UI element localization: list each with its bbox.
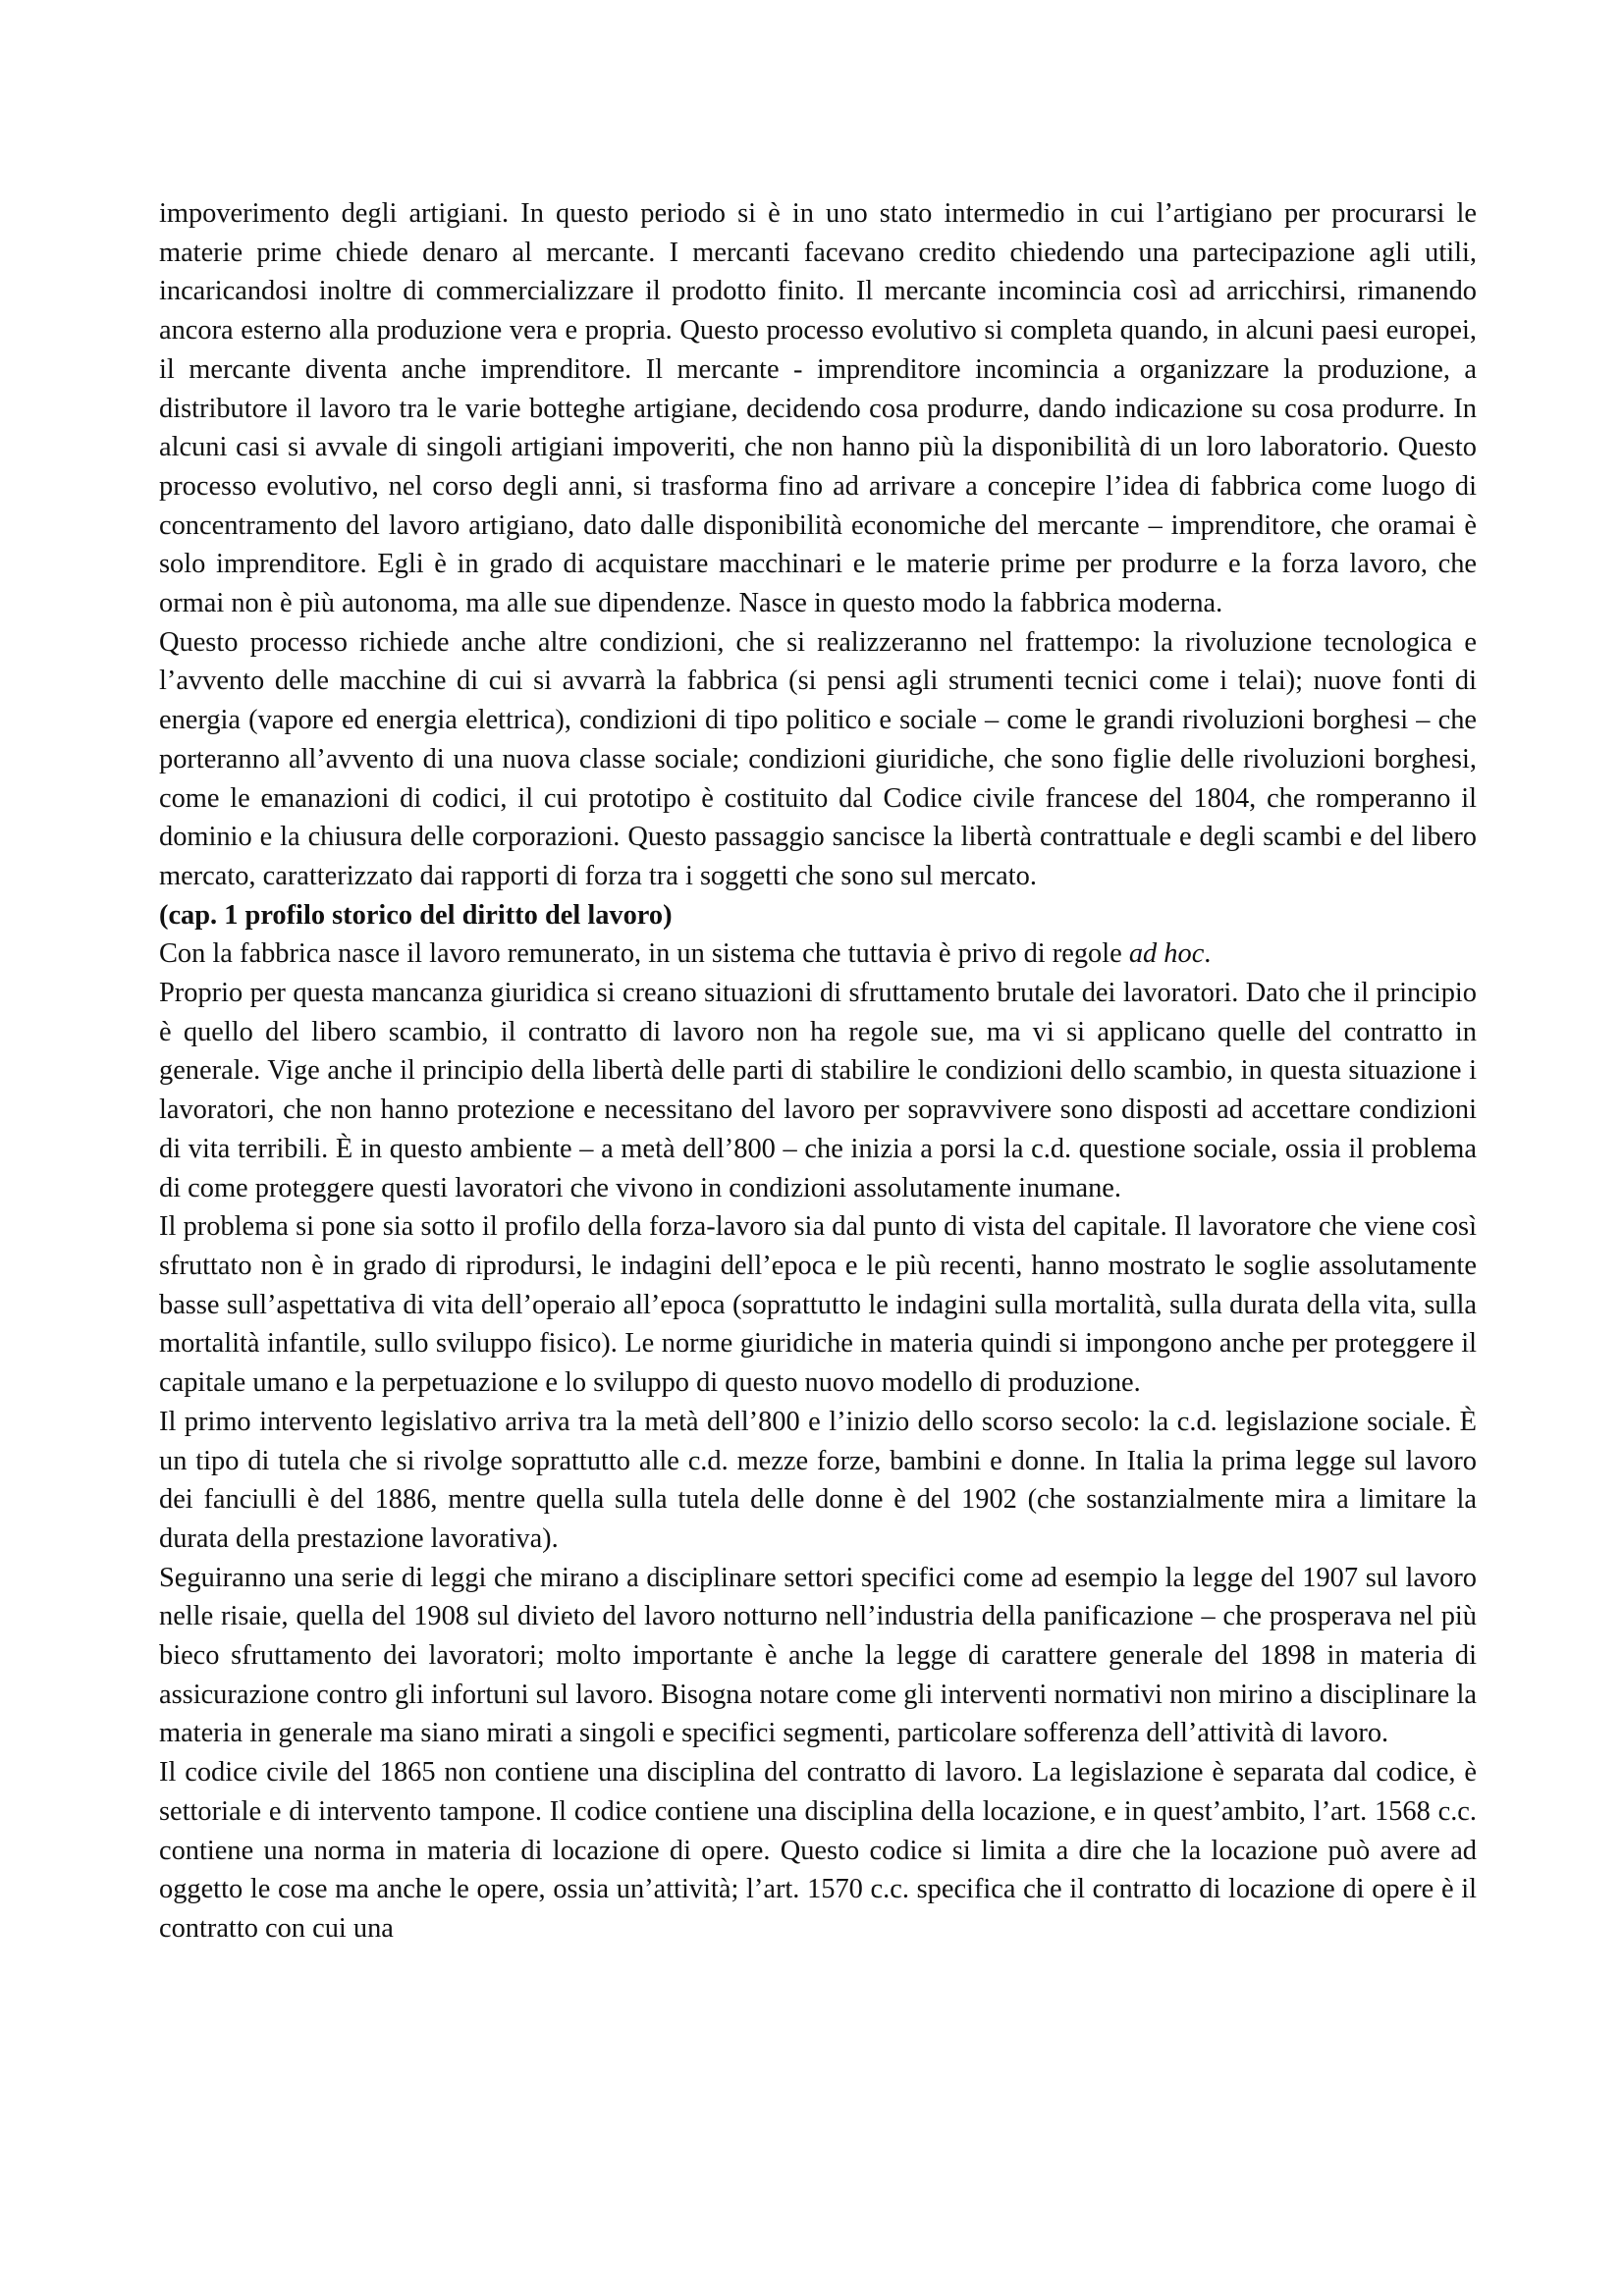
paragraph: Il problema si pone sia sotto il profilo della forza-lavoro sia dal punto di vista del capitale. Il lavoratore che viene così sfruttato non è in grado di riprodursi, le indagini dell’epoca e le più recenti, hanno mostrato le soglie assolutamente basse sull’aspettativa di vita dell’operaio all’epoca (soprattutto le indagini sulla mortalità, sulla durata della vita, sulla mortalità infantile, sullo sviluppo fisico). Le norme giuridiche in materia quindi si impongono anche per proteggere il capitale umano e la perpetuazione e lo sviluppo di questo nuovo modello di produzione. xyxy=(159,1211,1477,1399)
paragraph: Seguiranno una serie di leggi che mirano a disciplinare settori specifici come ad esempio la legge del 1907 sul lavoro nelle risaie, quella del 1908 sul divieto del lavoro notturno nell’industria della panificazione – che prosperava nel più bieco sfruttamento dei lavoratori; molto importante è anche la legge di carattere generale del 1898 in materia di assicurazione contro gli infortuni sul lavoro. Bisogna notare come gli interventi normativi non mirino a disciplinare la materia in generale ma siano mirati a singoli e specifici segmenti, particolare sofferenza dell’attività di lavoro. xyxy=(159,1562,1477,1749)
document-page xyxy=(159,194,1477,1949)
paragraph: Questo processo richiede anche altre condizioni, che si realizzeranno nel frattempo: la rivoluzione tecnologica e l’avvento delle macchine di cui si avvarrà la fabbrica (si pensi agli strumenti tecnici come i telai); nuove fonti di energia (vapore ed energia elettrica), condizioni di tipo politico e sociale – come le grandi rivoluzioni borghesi – che porteranno all’avvento di una nuova classe sociale; condizioni giuridiche, che sono figlie delle rivoluzioni borghesi, come le emanazioni di codici, il cui prototipo è costituito dal Codice civile francese del 1804, che romperanno il dominio e la chiusura delle corporazioni. Questo passaggio sancisce la libertà contrattuale e degli scambi e del libero mercato, caratterizzato dai rapporti di forza tra i soggetti che sono sul mercato. xyxy=(159,626,1477,891)
paragraph: impoverimento degli artigiani. In questo periodo si è in uno stato intermedio in cui l’artigiano per procurarsi le materie prime chiede denaro al mercante. I mercanti facevano credito chiedendo una partecipazione agli utili, incaricandosi inoltre di commercializzare il prodotto finito. Il mercante incomincia così ad arricchirsi, rimanendo ancora esterno alla produzione vera e propria. Questo processo evolutivo si completa quando, in alcuni paesi europei, il mercante diventa anche imprenditore. Il mercante - imprenditore incomincia a organizzare la produzione, a distributore il lavoro tra le varie botteghe artigiane, decidendo cosa produrre, dando indicazione su cosa produrre. In alcuni casi si avvale di singoli artigiani impoveriti, che non hanno più la disponibilità di un loro laboratorio. Questo processo evolutivo, nel corso degli anni, si trasforma fino ad arrivare a concepire l’idea di fabbrica come luogo di concentramento del lavoro artigiano, dato dalle disponibilità economiche del mercante – imprenditore, che oramai è solo imprenditore. Egli è in grado di acquistare macchinari e le materie prime per produrre e la forza lavoro, che ormai non è più autonoma, ma alle sue dipendenze. Nasce in questo modo la fabbrica moderna. xyxy=(159,198,1477,619)
paragraph: Proprio per questa mancanza giuridica si creano situazioni di sfruttamento brutale dei lavoratori. Dato che il principio è quello del libero scambio, il contratto di lavoro non ha regole sue, ma vi si applicano quelle del contratto in generale. Vige anche il principio della libertà delle parti di stabilire le condizioni dello scambio, in questa situazione i lavoratori, che non hanno protezione e necessitano del lavoro per sopravvivere sono disposti ad accettare condizioni di vita terribili. È in questo ambiente – a metà dell’800 – che inizia a porsi la c.d. questione sociale, ossia il problema di come proteggere questi lavoratori che vivono in condizioni assolutamente inumane. xyxy=(159,978,1477,1203)
paragraph: Il codice civile del 1865 non contiene una disciplina del contratto di lavoro. La legislazione è separata dal codice, è settoriale e di intervento tampone. Il codice contiene una disciplina della locazione, e in quest’ambito, l’art. 1568 c.c. contiene una norma in materia di locazione di opere. Questo codice si limita a dire che la locazione può avere ad oggetto le cose ma anche le opere, ossia un’attività; l’art. 1570 c.c. specifica che il contratto di locazione di opere è il contratto con cui una xyxy=(159,1757,1477,1944)
section-heading: (cap. 1 profilo storico del diritto del lavoro) xyxy=(159,899,673,931)
paragraph: Il primo intervento legislativo arriva tra la metà dell’800 e l’inizio dello scorso secolo: la c.d. legislazione sociale. È un tipo di tutela che si rivolge soprattutto alle c.d. mezze forze, bambini e donne. In Italia la prima legge sul lavoro dei fanciulli è del 1886, mentre quella sulla tutela delle donne è del 1902 (che sostanzialmente mira a limitare la durata della prestazione lavorativa). xyxy=(159,1406,1477,1554)
paragraph xyxy=(159,934,1477,974)
paragraph-end: . xyxy=(1204,938,1212,970)
italic-term: ad hoc xyxy=(1128,938,1205,970)
paragraph-text: Con la fabbrica nasce il lavoro remunerato, in un sistema che tuttavia è privo di regole xyxy=(159,938,1129,970)
